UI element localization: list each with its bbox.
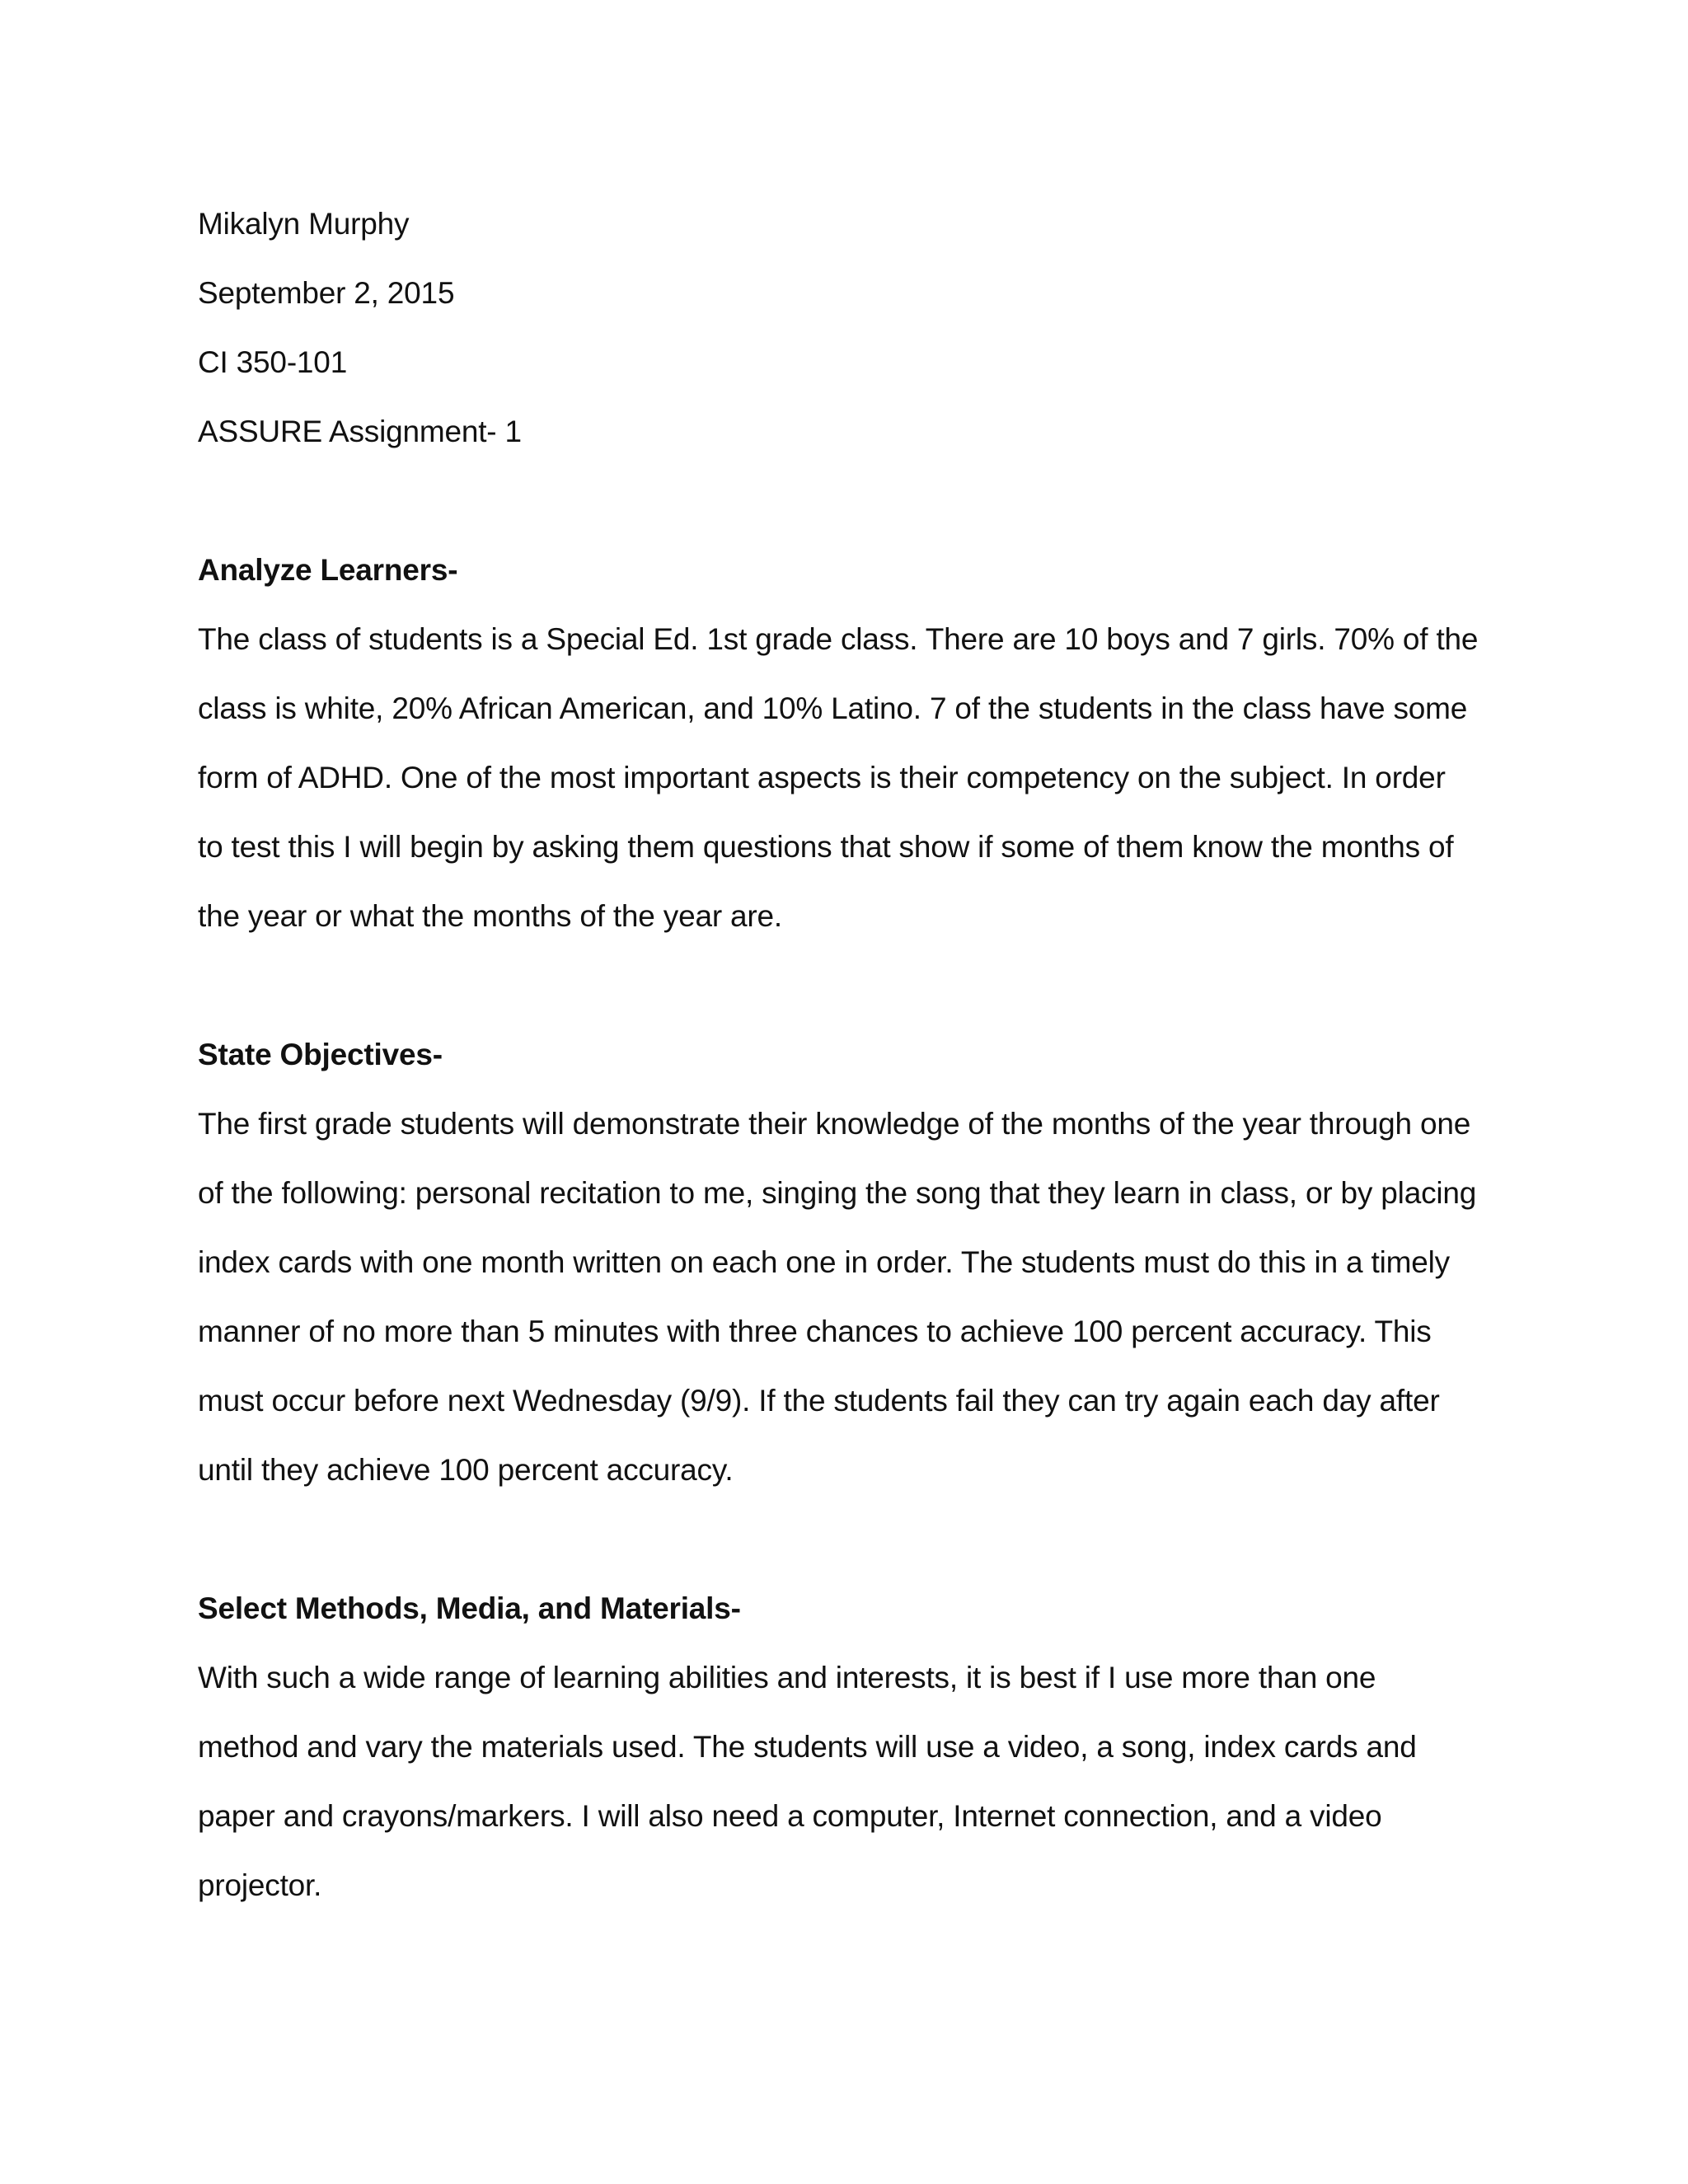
paragraph-line: With such a wide range of learning abilities and interests, it is best if I use more than one xyxy=(198,1661,1376,1694)
spacer xyxy=(198,466,1500,536)
assignment-title: ASSURE Assignment- 1 xyxy=(198,415,522,448)
section-body-state-objectives xyxy=(198,1090,1500,1505)
paragraph-line: The first grade students will demonstrate their knowledge of the months of the year through one xyxy=(198,1107,1471,1141)
author-name: Mikalyn Murphy xyxy=(198,207,410,241)
paragraph-line: to test this I will begin by asking them questions that show if some of them know the months of xyxy=(198,830,1454,864)
paragraph-line: The class of students is a Special Ed. 1st grade class. There are 10 boys and 7 girls. 70% of the xyxy=(198,622,1479,656)
paragraph-line: form of ADHD. One of the most important aspects is their competency on the subject. In order xyxy=(198,761,1446,794)
section-heading-state-objectives: State Objectives- xyxy=(198,1038,443,1071)
section-body-analyze-learners xyxy=(198,605,1500,951)
paragraph-line: manner of no more than 5 minutes with three chances to achieve 100 percent accuracy. This xyxy=(198,1315,1432,1348)
paragraph-line: projector. xyxy=(198,1868,322,1902)
paragraph-line: must occur before next Wednesday (9/9). If the students fail they can try again each day after xyxy=(198,1384,1440,1418)
paragraph-line: method and vary the materials used. The students will use a video, a song, index cards and xyxy=(198,1730,1417,1764)
document-date: September 2, 2015 xyxy=(198,276,455,310)
spacer xyxy=(198,951,1500,1020)
section-body-select-methods xyxy=(198,1643,1500,1920)
section-heading-analyze-learners: Analyze Learners- xyxy=(198,553,458,587)
paragraph-line: paper and crayons/markers. I will also need a computer, Internet connection, and a video xyxy=(198,1799,1382,1833)
section-heading-select-methods: Select Methods, Media, and Materials- xyxy=(198,1591,741,1625)
paragraph-line: class is white, 20% African American, and 10% Latino. 7 of the students in the class have some xyxy=(198,691,1468,725)
paragraph-line: of the following: personal recitation to me, singing the song that they learn in class, or by placing xyxy=(198,1176,1477,1210)
paragraph-line: until they achieve 100 percent accuracy. xyxy=(198,1453,734,1487)
paragraph-line: the year or what the months of the year are. xyxy=(198,899,782,933)
spacer xyxy=(198,1505,1500,1574)
document-content xyxy=(198,190,1500,1920)
course-code: CI 350-101 xyxy=(198,345,348,379)
paragraph-line: index cards with one month written on each one in order. The students must do this in a timely xyxy=(198,1245,1450,1279)
